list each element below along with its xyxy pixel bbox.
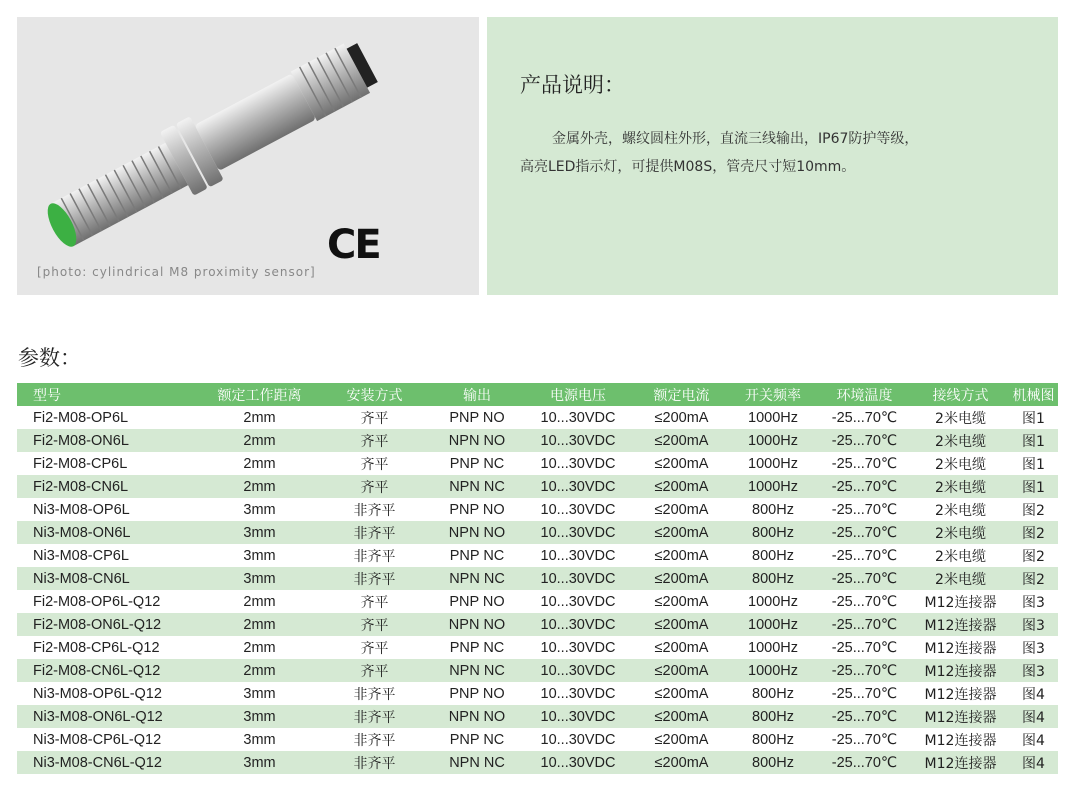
table-cell: ≤200mA bbox=[634, 567, 729, 590]
table-cell: 2米电缆 bbox=[912, 544, 1009, 567]
table-cell: M12连接器 bbox=[912, 751, 1009, 774]
table-cell: 图3 bbox=[1009, 613, 1058, 636]
table-cell: M12连接器 bbox=[912, 590, 1009, 613]
table-cell: M12连接器 bbox=[912, 682, 1009, 705]
table-cell: Ni3-M08-ON6L-Q12 bbox=[17, 705, 202, 728]
table-cell: 2米电缆 bbox=[912, 498, 1009, 521]
table-cell: 非齐平 bbox=[317, 498, 432, 521]
table-cell: 2mm bbox=[202, 613, 317, 636]
table-cell: 1000Hz bbox=[729, 429, 817, 452]
table-cell: 800Hz bbox=[729, 567, 817, 590]
table-cell: NPN NO bbox=[432, 705, 522, 728]
table-cell: 10...30VDC bbox=[522, 567, 634, 590]
table-cell: 齐平 bbox=[317, 659, 432, 682]
table-cell: ≤200mA bbox=[634, 429, 729, 452]
table-row bbox=[17, 728, 1058, 751]
table-cell: PNP NO bbox=[432, 406, 522, 429]
table-cell: 3mm bbox=[202, 751, 317, 774]
table-cell: -25...70℃ bbox=[817, 521, 912, 544]
column-header: 输出 bbox=[432, 383, 522, 406]
table-cell: Ni3-M08-CN6L-Q12 bbox=[17, 751, 202, 774]
table-cell: ≤200mA bbox=[634, 636, 729, 659]
table-cell: 2mm bbox=[202, 590, 317, 613]
column-header: 接线方式 bbox=[912, 383, 1009, 406]
table-cell: -25...70℃ bbox=[817, 636, 912, 659]
column-header: 机械图 bbox=[1009, 383, 1058, 406]
sensor-illustration bbox=[17, 17, 479, 295]
table-cell: 800Hz bbox=[729, 521, 817, 544]
table-cell: 2米电缆 bbox=[912, 406, 1009, 429]
table-cell: 2米电缆 bbox=[912, 429, 1009, 452]
table-cell: PNP NO bbox=[432, 498, 522, 521]
table-cell: 3mm bbox=[202, 544, 317, 567]
table-cell: Fi2-M08-ON6L-Q12 bbox=[17, 613, 202, 636]
table-row bbox=[17, 682, 1058, 705]
table-cell: 1000Hz bbox=[729, 452, 817, 475]
table-cell: -25...70℃ bbox=[817, 728, 912, 751]
product-description-panel bbox=[487, 17, 1058, 295]
table-cell: 1000Hz bbox=[729, 659, 817, 682]
table-cell: ≤200mA bbox=[634, 406, 729, 429]
table-cell: 非齐平 bbox=[317, 567, 432, 590]
table-cell: NPN NC bbox=[432, 475, 522, 498]
table-row bbox=[17, 521, 1058, 544]
table-cell: ≤200mA bbox=[634, 682, 729, 705]
table-cell: M12连接器 bbox=[912, 659, 1009, 682]
table-cell: ≤200mA bbox=[634, 475, 729, 498]
product-photo bbox=[17, 17, 479, 295]
table-cell: 800Hz bbox=[729, 728, 817, 751]
table-cell: 3mm bbox=[202, 728, 317, 751]
photo-caption: [photo: cylindrical M8 proximity sensor] bbox=[37, 265, 316, 279]
table-cell: NPN NC bbox=[432, 659, 522, 682]
table-cell: 图3 bbox=[1009, 590, 1058, 613]
table-cell: 10...30VDC bbox=[522, 544, 634, 567]
table-cell: 2米电缆 bbox=[912, 452, 1009, 475]
table-cell: 图2 bbox=[1009, 544, 1058, 567]
table-row bbox=[17, 406, 1058, 429]
table-cell: Fi2-M08-CN6L-Q12 bbox=[17, 659, 202, 682]
table-cell: 图2 bbox=[1009, 521, 1058, 544]
table-cell: 10...30VDC bbox=[522, 406, 634, 429]
table-cell: 1000Hz bbox=[729, 406, 817, 429]
table-row bbox=[17, 751, 1058, 774]
table-cell: 图1 bbox=[1009, 429, 1058, 452]
description-line-2: 高亮LED指示灯，可提供M08S，管壳尺寸短10mm。 bbox=[520, 159, 856, 175]
table-cell: 10...30VDC bbox=[522, 590, 634, 613]
table-cell: M12连接器 bbox=[912, 705, 1009, 728]
table-cell: 3mm bbox=[202, 498, 317, 521]
column-header: 开关频率 bbox=[729, 383, 817, 406]
table-row bbox=[17, 498, 1058, 521]
table-cell: -25...70℃ bbox=[817, 429, 912, 452]
table-cell: 10...30VDC bbox=[522, 751, 634, 774]
table-cell: 10...30VDC bbox=[522, 498, 634, 521]
table-cell: 图2 bbox=[1009, 567, 1058, 590]
column-header: 型号 bbox=[17, 383, 202, 406]
table-cell: Ni3-M08-CP6L-Q12 bbox=[17, 728, 202, 751]
table-cell: 图1 bbox=[1009, 452, 1058, 475]
table-cell: -25...70℃ bbox=[817, 544, 912, 567]
table-cell: 图3 bbox=[1009, 659, 1058, 682]
table-cell: 3mm bbox=[202, 705, 317, 728]
table-cell: Fi2-M08-OP6L bbox=[17, 406, 202, 429]
table-cell: 2mm bbox=[202, 452, 317, 475]
table-cell: 1000Hz bbox=[729, 636, 817, 659]
table-cell: ≤200mA bbox=[634, 452, 729, 475]
table-cell: -25...70℃ bbox=[817, 613, 912, 636]
table-cell: 图2 bbox=[1009, 498, 1058, 521]
table-cell: 10...30VDC bbox=[522, 452, 634, 475]
table-cell: 非齐平 bbox=[317, 751, 432, 774]
table-cell: M12连接器 bbox=[912, 728, 1009, 751]
table-cell: ≤200mA bbox=[634, 613, 729, 636]
table-cell: 图1 bbox=[1009, 406, 1058, 429]
table-cell: 10...30VDC bbox=[522, 659, 634, 682]
table-row bbox=[17, 567, 1058, 590]
table-cell: NPN NO bbox=[432, 429, 522, 452]
table-cell: Ni3-M08-OP6L-Q12 bbox=[17, 682, 202, 705]
table-cell: 3mm bbox=[202, 682, 317, 705]
table-cell: 10...30VDC bbox=[522, 521, 634, 544]
table-cell: Ni3-M08-OP6L bbox=[17, 498, 202, 521]
table-header-row bbox=[17, 383, 1058, 406]
table-cell: 图1 bbox=[1009, 475, 1058, 498]
table-row bbox=[17, 636, 1058, 659]
table-cell: PNP NC bbox=[432, 452, 522, 475]
table-cell: NPN NO bbox=[432, 613, 522, 636]
table-cell: 10...30VDC bbox=[522, 705, 634, 728]
column-header: 额定电流 bbox=[634, 383, 729, 406]
table-cell: ≤200mA bbox=[634, 498, 729, 521]
table-cell: Ni3-M08-CN6L bbox=[17, 567, 202, 590]
table-cell: 2mm bbox=[202, 475, 317, 498]
table-cell: Fi2-M08-ON6L bbox=[17, 429, 202, 452]
table-cell: 10...30VDC bbox=[522, 682, 634, 705]
table-cell: NPN NC bbox=[432, 751, 522, 774]
table-cell: 800Hz bbox=[729, 544, 817, 567]
column-header: 电源电压 bbox=[522, 383, 634, 406]
table-cell: 非齐平 bbox=[317, 728, 432, 751]
table-row bbox=[17, 590, 1058, 613]
description-line-1: 金属外壳，螺纹圆柱外形，直流三线输出，IP67防护等级， bbox=[552, 131, 919, 147]
table-cell: M12连接器 bbox=[912, 613, 1009, 636]
table-cell: 800Hz bbox=[729, 682, 817, 705]
table-row bbox=[17, 429, 1058, 452]
table-cell: -25...70℃ bbox=[817, 567, 912, 590]
table-cell: ≤200mA bbox=[634, 544, 729, 567]
table-cell: NPN NC bbox=[432, 567, 522, 590]
table-row bbox=[17, 705, 1058, 728]
table-cell: -25...70℃ bbox=[817, 452, 912, 475]
table-cell: Fi2-M08-CP6L bbox=[17, 452, 202, 475]
table-cell: PNP NC bbox=[432, 728, 522, 751]
table-cell: -25...70℃ bbox=[817, 751, 912, 774]
table-cell: PNP NC bbox=[432, 544, 522, 567]
table-cell: -25...70℃ bbox=[817, 475, 912, 498]
table-cell: Fi2-M08-CP6L-Q12 bbox=[17, 636, 202, 659]
table-row bbox=[17, 475, 1058, 498]
table-cell: -25...70℃ bbox=[817, 705, 912, 728]
table-cell: Ni3-M08-ON6L bbox=[17, 521, 202, 544]
spec-table bbox=[17, 383, 1058, 774]
table-cell: 10...30VDC bbox=[522, 475, 634, 498]
description-title: 产品说明： bbox=[520, 73, 625, 97]
table-cell: 800Hz bbox=[729, 705, 817, 728]
table-cell: 1000Hz bbox=[729, 613, 817, 636]
table-row bbox=[17, 452, 1058, 475]
table-cell: 非齐平 bbox=[317, 705, 432, 728]
table-row bbox=[17, 613, 1058, 636]
table-cell: -25...70℃ bbox=[817, 498, 912, 521]
table-cell: Fi2-M08-CN6L bbox=[17, 475, 202, 498]
table-cell: 2米电缆 bbox=[912, 475, 1009, 498]
table-cell: 2mm bbox=[202, 636, 317, 659]
table-cell: 图3 bbox=[1009, 636, 1058, 659]
table-cell: 2米电缆 bbox=[912, 521, 1009, 544]
column-header: 环境温度 bbox=[817, 383, 912, 406]
table-cell: 齐平 bbox=[317, 452, 432, 475]
table-cell: NPN NO bbox=[432, 521, 522, 544]
table-cell: ≤200mA bbox=[634, 728, 729, 751]
table-cell: 2mm bbox=[202, 429, 317, 452]
table-cell: Ni3-M08-CP6L bbox=[17, 544, 202, 567]
table-cell: -25...70℃ bbox=[817, 682, 912, 705]
table-cell: 图4 bbox=[1009, 728, 1058, 751]
table-cell: M12连接器 bbox=[912, 636, 1009, 659]
table-cell: 1000Hz bbox=[729, 475, 817, 498]
table-cell: 2mm bbox=[202, 406, 317, 429]
table-cell: 齐平 bbox=[317, 590, 432, 613]
table-cell: 齐平 bbox=[317, 429, 432, 452]
table-cell: ≤200mA bbox=[634, 751, 729, 774]
table-cell: 800Hz bbox=[729, 751, 817, 774]
table-cell: 图4 bbox=[1009, 751, 1058, 774]
table-cell: -25...70℃ bbox=[817, 590, 912, 613]
table-cell: 齐平 bbox=[317, 406, 432, 429]
column-header: 额定工作距离 bbox=[202, 383, 317, 406]
table-cell: ≤200mA bbox=[634, 659, 729, 682]
table-cell: ≤200mA bbox=[634, 521, 729, 544]
table-cell: 3mm bbox=[202, 521, 317, 544]
table-cell: -25...70℃ bbox=[817, 406, 912, 429]
table-cell: 10...30VDC bbox=[522, 613, 634, 636]
table-cell: 齐平 bbox=[317, 475, 432, 498]
ce-mark-logo: CE bbox=[327, 222, 380, 268]
table-cell: 非齐平 bbox=[317, 682, 432, 705]
table-cell: 10...30VDC bbox=[522, 636, 634, 659]
column-header: 安装方式 bbox=[317, 383, 432, 406]
table-cell: PNP NC bbox=[432, 636, 522, 659]
table-cell: -25...70℃ bbox=[817, 659, 912, 682]
table-cell: 图4 bbox=[1009, 705, 1058, 728]
table-cell: 800Hz bbox=[729, 498, 817, 521]
table-cell: 2米电缆 bbox=[912, 567, 1009, 590]
table-cell: 非齐平 bbox=[317, 544, 432, 567]
description-text bbox=[520, 125, 1040, 181]
params-title: 参数： bbox=[18, 346, 81, 370]
table-cell: PNP NO bbox=[432, 590, 522, 613]
table-cell: 10...30VDC bbox=[522, 429, 634, 452]
table-cell: Fi2-M08-OP6L-Q12 bbox=[17, 590, 202, 613]
table-cell: 1000Hz bbox=[729, 590, 817, 613]
table-cell: PNP NO bbox=[432, 682, 522, 705]
table-row bbox=[17, 659, 1058, 682]
table-cell: 10...30VDC bbox=[522, 728, 634, 751]
table-cell: 非齐平 bbox=[317, 521, 432, 544]
table-row bbox=[17, 544, 1058, 567]
table-cell: ≤200mA bbox=[634, 590, 729, 613]
table-cell: 2mm bbox=[202, 659, 317, 682]
table-cell: ≤200mA bbox=[634, 705, 729, 728]
table-cell: 图4 bbox=[1009, 682, 1058, 705]
table-cell: 3mm bbox=[202, 567, 317, 590]
table-cell: 齐平 bbox=[317, 613, 432, 636]
table-cell: 齐平 bbox=[317, 636, 432, 659]
